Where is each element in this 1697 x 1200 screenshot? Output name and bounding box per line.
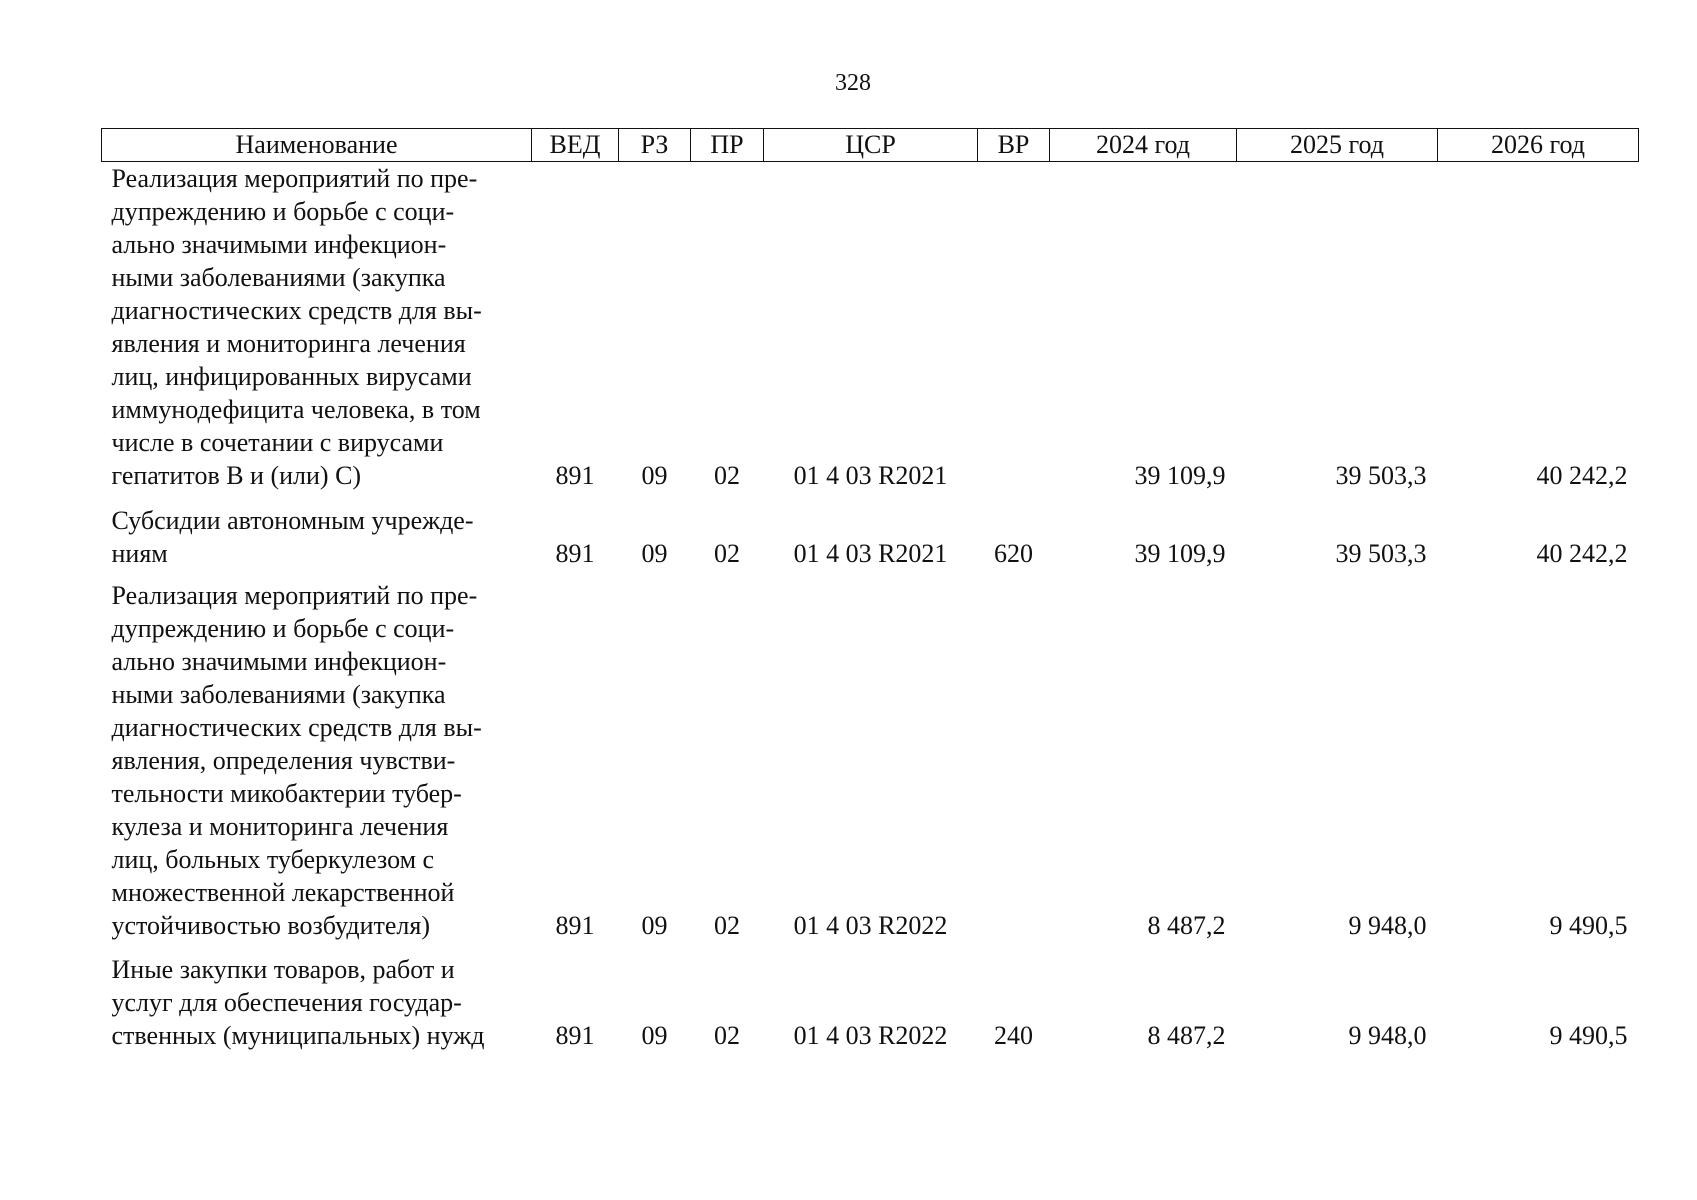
row-csr: 01 4 03 R2022 bbox=[793, 1021, 948, 1050]
header-2024: 2024 год bbox=[1050, 129, 1237, 162]
table-row bbox=[102, 942, 1639, 1052]
row-ved: 891 bbox=[555, 911, 595, 940]
page-number: 328 bbox=[835, 70, 871, 96]
row-2024: 39 109,9 bbox=[1134, 539, 1226, 568]
header-2026: 2026 год bbox=[1438, 129, 1639, 162]
row-ved: 891 bbox=[555, 1021, 595, 1050]
row-vr bbox=[978, 162, 1050, 493]
row-rz: 09 bbox=[641, 1021, 668, 1050]
header-ved: ВЕД bbox=[532, 129, 619, 162]
budget-table bbox=[101, 128, 1639, 1052]
row-vr: 620 bbox=[994, 539, 1033, 568]
row-2026: 9 490,5 bbox=[1549, 1021, 1628, 1050]
row-name: Иные закупки товаров, работ и услуг для обеспечения государ- ственных (муниципальных) нужд bbox=[111, 955, 485, 1050]
row-2026: 40 242,2 bbox=[1536, 539, 1628, 568]
row-2024: 39 109,9 bbox=[1134, 461, 1226, 490]
row-vr: 240 bbox=[994, 1021, 1033, 1050]
row-pr: 02 bbox=[714, 1021, 740, 1050]
row-ved: 891 bbox=[555, 539, 595, 568]
row-rz: 09 bbox=[641, 461, 668, 490]
header-name: Наименование bbox=[102, 129, 532, 162]
header-pr: ПР bbox=[691, 129, 764, 162]
row-name: Субсидии автономным учрежде- ниям bbox=[111, 506, 474, 568]
row-pr: 02 bbox=[714, 911, 740, 940]
header-rz: РЗ bbox=[619, 129, 691, 162]
row-2024: 8 487,2 bbox=[1147, 911, 1226, 940]
row-csr: 01 4 03 R2021 bbox=[793, 461, 948, 490]
row-rz: 09 bbox=[641, 911, 668, 940]
row-pr: 02 bbox=[714, 461, 740, 490]
row-ved: 891 bbox=[555, 461, 595, 490]
row-csr: 01 4 03 R2021 bbox=[793, 539, 948, 568]
table-row bbox=[102, 570, 1639, 942]
row-csr: 01 4 03 R2022 bbox=[793, 911, 948, 940]
row-name: Реализация мероприятий по пре- дупреждению и борьбе с соци- ально значимыми инфекцион- ными заболеваниями (закупка диагностических средств для вы- явления, определения чувстви- тельности микобактерии тубер- кулеза и мониторинга лечения лиц, больных туберкулезом с множественной лекарственной устойчивостью возбудителя) bbox=[111, 581, 482, 940]
row-name: Реализация мероприятий по пре- дупреждению и борьбе с соци- ально значимыми инфекцион- ными заболеваниями (закупка диагностических средств для вы- явления и мониторинга лечения лиц, инфицированных вирусами иммунодефицита человека, в том числе в сочетании с вирусами гепатитов B и (или) C) bbox=[111, 164, 482, 490]
row-pr: 02 bbox=[714, 539, 740, 568]
row-2025: 39 503,3 bbox=[1335, 461, 1427, 490]
row-2026: 9 490,5 bbox=[1549, 911, 1628, 940]
row-2024: 8 487,2 bbox=[1147, 1021, 1226, 1050]
row-2025: 9 948,0 bbox=[1348, 1021, 1427, 1050]
table-row bbox=[102, 162, 1639, 493]
header-csr: ЦСР bbox=[764, 129, 978, 162]
row-2025: 9 948,0 bbox=[1348, 911, 1427, 940]
row-2025: 39 503,3 bbox=[1335, 539, 1427, 568]
header-vr: ВР bbox=[978, 129, 1050, 162]
header-2025: 2025 год bbox=[1237, 129, 1438, 162]
table-row bbox=[102, 492, 1639, 570]
row-rz: 09 bbox=[641, 539, 668, 568]
table-header-row bbox=[102, 129, 1639, 162]
row-vr bbox=[978, 570, 1050, 942]
row-2026: 40 242,2 bbox=[1536, 461, 1628, 490]
